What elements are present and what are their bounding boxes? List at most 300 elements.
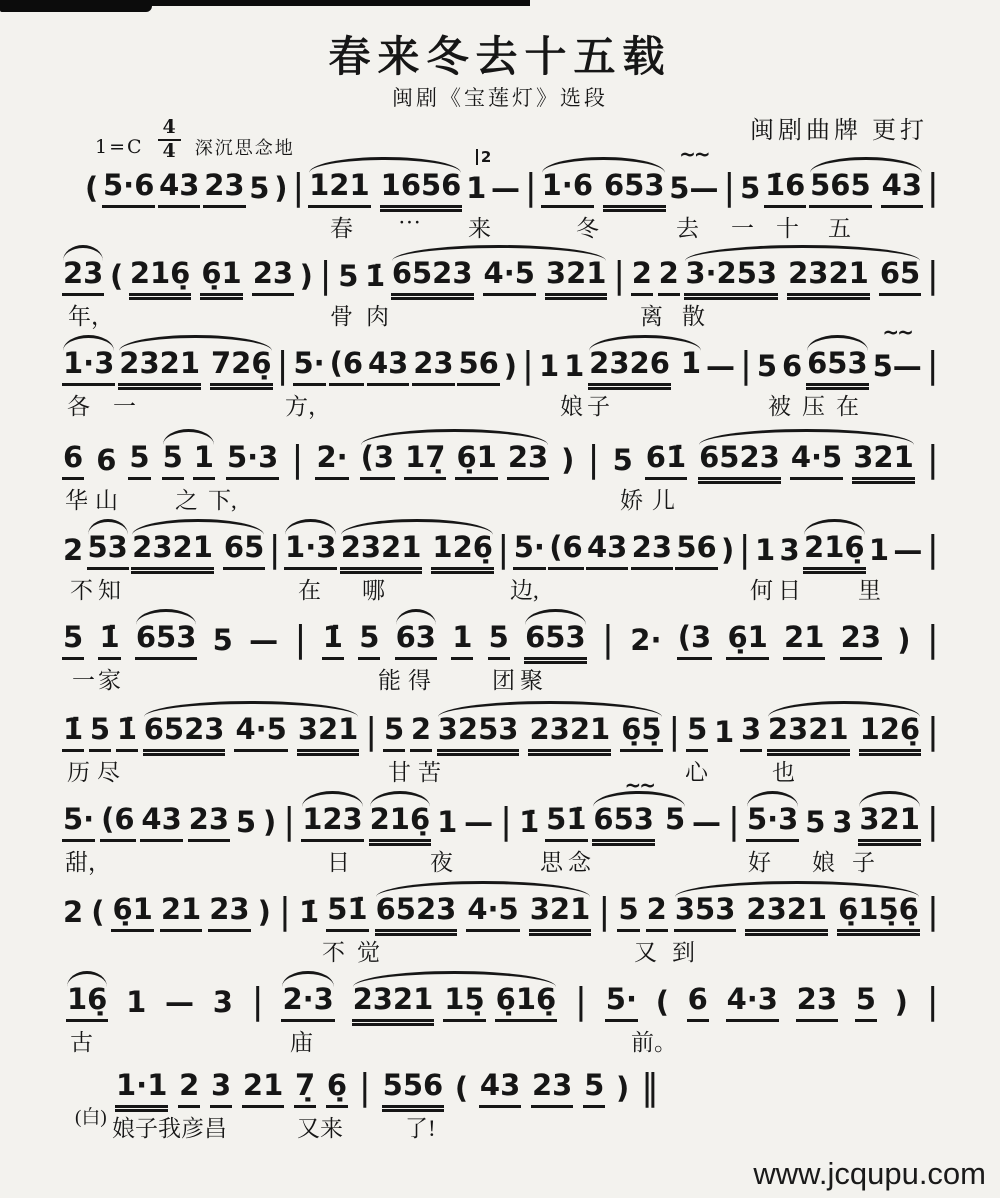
note-group bbox=[675, 529, 717, 570]
note-group bbox=[588, 345, 702, 386]
note-group bbox=[98, 619, 120, 660]
score-system bbox=[0, 256, 1000, 344]
note-chunk: 5· bbox=[293, 348, 326, 386]
notation-row bbox=[62, 530, 940, 570]
lyric-syllable: 苦 bbox=[418, 760, 441, 785]
lyric-syllable: 聚 bbox=[520, 668, 543, 693]
notation-row bbox=[115, 1068, 660, 1108]
note-chunk: 1̇ bbox=[98, 622, 120, 660]
barline bbox=[574, 982, 588, 1022]
note-chunk: 51̇ bbox=[545, 804, 587, 842]
note-chunk: (3 bbox=[677, 622, 712, 660]
note-chunk: | bbox=[926, 345, 939, 386]
note-chunk: ) bbox=[561, 442, 575, 477]
note-chunk: 5 bbox=[612, 442, 633, 477]
note-chunk: 6̣1 bbox=[111, 894, 153, 932]
note-group bbox=[754, 532, 776, 570]
note-chunk: 2321 bbox=[118, 348, 201, 386]
note-chunk: 6̣1 bbox=[455, 442, 497, 480]
lyric-syllable: 甘 bbox=[388, 760, 411, 785]
note-chunk: | bbox=[365, 711, 378, 752]
note-chunk: 5 bbox=[855, 984, 877, 1022]
score-system bbox=[0, 346, 1000, 434]
note-group bbox=[894, 984, 909, 1022]
note-group bbox=[358, 619, 380, 660]
note-chunk: 2321 bbox=[340, 532, 423, 570]
note-chunk: | bbox=[276, 345, 289, 386]
lyric-syllable: 里 bbox=[858, 578, 881, 603]
lyric-syllable: 不 bbox=[322, 940, 345, 965]
note-chunk: (6 bbox=[329, 348, 364, 386]
note-chunk: 2· bbox=[630, 622, 662, 657]
note-chunk: | bbox=[598, 891, 611, 932]
note-group bbox=[779, 532, 801, 570]
note-chunk: 5 bbox=[756, 348, 778, 383]
note-chunk: 3 bbox=[832, 804, 853, 839]
note-chunk: 216̣ bbox=[803, 532, 866, 570]
note-chunk: — bbox=[464, 804, 494, 839]
note-chunk: ( bbox=[109, 258, 124, 293]
lyric-syllable: 到 bbox=[672, 940, 695, 965]
barline bbox=[727, 802, 741, 842]
note-chunk: 726̣ bbox=[210, 348, 273, 386]
barline bbox=[364, 712, 378, 752]
barline bbox=[293, 620, 307, 660]
lyric-syllable: 边, bbox=[510, 578, 539, 603]
note-chunk: | bbox=[668, 711, 681, 752]
note-chunk: — bbox=[249, 622, 279, 657]
note-chunk: 1 bbox=[466, 170, 487, 205]
lyric-syllable: 子 bbox=[587, 394, 610, 419]
note-chunk: | bbox=[926, 801, 939, 842]
notation-row bbox=[62, 440, 940, 480]
note-chunk: 126̣ bbox=[859, 714, 922, 752]
note-chunk: 321 bbox=[529, 894, 592, 932]
note-group bbox=[369, 801, 432, 842]
note-chunk: | bbox=[926, 619, 939, 660]
note-group bbox=[479, 1067, 521, 1108]
note-chunk: — bbox=[705, 348, 735, 383]
note-chunk: | bbox=[283, 801, 296, 842]
lyric-syllable: 思 bbox=[540, 850, 563, 875]
note-group bbox=[226, 439, 279, 480]
note-chunk: 321 bbox=[545, 258, 608, 296]
note-chunk: 1·3 bbox=[284, 532, 337, 570]
time-signature-numerator: 4 bbox=[158, 118, 181, 141]
note-group bbox=[617, 891, 639, 932]
lyric-syllable: 娘 bbox=[812, 850, 835, 875]
note-group bbox=[457, 345, 499, 386]
note-chunk: | bbox=[294, 619, 307, 660]
note-group bbox=[301, 801, 364, 842]
note-chunk: 1·1 bbox=[115, 1070, 168, 1108]
note-chunk: 6 bbox=[687, 984, 709, 1022]
note-chunk: 1̇ bbox=[322, 622, 344, 660]
note-group bbox=[541, 167, 666, 208]
barline bbox=[586, 440, 600, 480]
note-chunk: 5 bbox=[488, 622, 510, 660]
note-chunk: 5 bbox=[686, 714, 708, 752]
page-title: 春来冬去十五载 bbox=[328, 35, 672, 81]
note-group bbox=[248, 622, 279, 660]
note-group bbox=[294, 1067, 316, 1108]
note-group bbox=[284, 529, 337, 570]
notation-row bbox=[66, 982, 940, 1022]
lyric-syllable: 十 bbox=[776, 216, 799, 241]
lyric-syllable: 日 bbox=[778, 578, 801, 603]
score-system bbox=[0, 440, 1000, 528]
tempo-mood-label: 深沉思念地 bbox=[194, 137, 295, 158]
score-system bbox=[0, 712, 1000, 800]
note-group bbox=[383, 711, 405, 752]
note-chunk: 6 bbox=[782, 348, 803, 383]
note-chunk: 2 bbox=[658, 258, 680, 296]
notation-row bbox=[62, 346, 940, 386]
note-chunk: | bbox=[278, 891, 292, 932]
note-chunk: 5· bbox=[605, 984, 638, 1022]
note-group bbox=[488, 619, 510, 660]
note-chunk: 1 bbox=[714, 714, 735, 749]
note-group bbox=[248, 170, 270, 208]
barline bbox=[926, 530, 940, 570]
note-group bbox=[62, 801, 95, 842]
note-chunk: | bbox=[613, 255, 626, 296]
note-group bbox=[367, 345, 409, 386]
note-chunk: 123 bbox=[301, 804, 364, 842]
note-group bbox=[545, 801, 587, 842]
composer-credit: 闽剧曲牌 更打 bbox=[750, 118, 928, 144]
note-chunk: 3 bbox=[740, 714, 762, 752]
note-group bbox=[454, 1070, 469, 1108]
key-signature bbox=[95, 118, 295, 162]
barline bbox=[926, 440, 940, 480]
note-chunk: | bbox=[521, 345, 535, 386]
lyric-row bbox=[0, 572, 1000, 604]
note-group bbox=[412, 345, 454, 386]
lyric-syllable: 一 bbox=[72, 668, 95, 693]
note-group bbox=[796, 981, 838, 1022]
score-system bbox=[0, 530, 1000, 618]
note-chunk: | bbox=[723, 167, 736, 208]
barline bbox=[597, 892, 611, 932]
note-group bbox=[262, 804, 277, 842]
note-group bbox=[208, 891, 250, 932]
note-chunk: 6 bbox=[96, 442, 117, 477]
note-chunk: 1̇ bbox=[62, 714, 84, 752]
barline bbox=[926, 256, 940, 296]
note-chunk: 61̇ bbox=[645, 442, 687, 480]
lyric-row bbox=[0, 662, 1000, 694]
note-chunk: | bbox=[500, 801, 513, 842]
lyric-row bbox=[0, 210, 1000, 242]
note-chunk: 5 bbox=[212, 622, 233, 657]
lyric-syllable: 儿 bbox=[652, 488, 675, 513]
lyric-syllable: 娘子我彦昌 bbox=[112, 1116, 227, 1141]
barline bbox=[926, 620, 940, 660]
note-chunk: ) bbox=[274, 170, 288, 205]
note-group bbox=[62, 711, 84, 752]
lyric-row bbox=[0, 298, 1000, 330]
barline bbox=[738, 530, 752, 570]
barline bbox=[926, 892, 940, 932]
lyric-syllable: 又 bbox=[634, 940, 657, 965]
note-group bbox=[329, 345, 364, 386]
note-group bbox=[115, 1067, 168, 1108]
note-chunk: | bbox=[926, 255, 939, 296]
lyric-syllable: 娇 bbox=[620, 488, 643, 513]
lyric-row bbox=[0, 1107, 1000, 1142]
barline bbox=[722, 168, 736, 208]
lyric-syllable: 一 bbox=[113, 394, 136, 419]
note-chunk: 3·253 bbox=[684, 258, 778, 296]
note-chunk: ( bbox=[85, 170, 99, 205]
note-chunk: 2 bbox=[178, 1070, 200, 1108]
note-chunk: 5 bbox=[128, 442, 150, 480]
note-chunk: 65 bbox=[879, 258, 921, 296]
note-chunk: 2 bbox=[631, 258, 653, 296]
note-group bbox=[273, 170, 288, 208]
note-chunk: | bbox=[251, 981, 264, 1022]
notation-row bbox=[62, 256, 940, 296]
lyric-syllable: 能 bbox=[378, 668, 401, 693]
note-chunk: | bbox=[926, 529, 939, 570]
note-chunk: 653 bbox=[806, 348, 869, 386]
note-group bbox=[337, 258, 359, 296]
note-chunk: 23 bbox=[631, 532, 673, 570]
note-group bbox=[698, 439, 915, 480]
lyric-syllable: 家 bbox=[98, 668, 121, 693]
note-group bbox=[62, 894, 84, 932]
lyric-syllable: 日 bbox=[327, 850, 350, 875]
note-group bbox=[668, 170, 719, 208]
note-chunk: 4·5 bbox=[466, 894, 519, 932]
note-chunk: 23 bbox=[412, 348, 454, 386]
note-group bbox=[831, 804, 853, 842]
note-group bbox=[158, 167, 200, 208]
note-chunk: 65 bbox=[223, 532, 265, 570]
note-group bbox=[102, 167, 155, 208]
lyric-syllable: 肉 bbox=[366, 304, 389, 329]
note-group bbox=[375, 891, 592, 932]
note-chunk: 23 bbox=[531, 1070, 573, 1108]
barline bbox=[278, 892, 292, 932]
note-group bbox=[352, 981, 558, 1022]
note-group bbox=[382, 1067, 445, 1108]
note-chunk: 1̇ bbox=[365, 258, 386, 293]
note-group bbox=[726, 619, 768, 660]
note-chunk: — bbox=[491, 170, 521, 205]
note-group bbox=[868, 532, 890, 570]
note-chunk: ‖ bbox=[640, 1067, 659, 1108]
note-chunk: 56 bbox=[457, 348, 499, 386]
note-chunk: 6523 bbox=[698, 442, 781, 480]
note-chunk: 5 bbox=[89, 714, 111, 752]
note-group bbox=[840, 619, 882, 660]
note-chunk: 1̇ bbox=[519, 804, 540, 839]
score-system bbox=[0, 1068, 1000, 1156]
note-group bbox=[410, 711, 432, 752]
lyric-syllable: 觉 bbox=[357, 940, 380, 965]
lyric-syllable: 古 bbox=[70, 1030, 93, 1055]
note-group bbox=[87, 529, 129, 570]
lyric-syllable: 在 bbox=[298, 578, 321, 603]
note-chunk: ) bbox=[299, 258, 313, 293]
note-chunk: | bbox=[268, 529, 281, 570]
score-system bbox=[0, 620, 1000, 708]
note-chunk: 23 bbox=[507, 442, 549, 480]
notation-row bbox=[62, 802, 940, 842]
note-chunk: 21 bbox=[242, 1070, 284, 1108]
note-group bbox=[538, 348, 560, 386]
lyric-syllable: 好 bbox=[748, 850, 771, 875]
note-chunk: 5— bbox=[872, 348, 922, 383]
note-chunk: 5 bbox=[805, 804, 826, 839]
scan-artifact bbox=[0, 0, 152, 12]
lyric-syllable: 夜 bbox=[430, 850, 453, 875]
barline bbox=[275, 346, 289, 386]
note-group bbox=[783, 619, 825, 660]
note-group bbox=[436, 804, 458, 842]
note-chunk: | bbox=[727, 801, 741, 842]
note-chunk: 23 bbox=[188, 804, 230, 842]
note-group bbox=[615, 1070, 630, 1108]
note-chunk: 1 bbox=[126, 984, 147, 1019]
note-group bbox=[308, 167, 462, 208]
lyric-syllable: 又来 bbox=[297, 1116, 343, 1141]
note-chunk: 1 bbox=[538, 348, 560, 383]
note-group bbox=[360, 439, 550, 480]
note-chunk: 5 bbox=[338, 258, 359, 293]
lyric-syllable: 压 bbox=[802, 394, 825, 419]
note-chunk: 6̣1 bbox=[200, 258, 242, 296]
note-chunk: 5 bbox=[617, 894, 639, 932]
barline bbox=[926, 982, 940, 1022]
lyric-syllable: 也 bbox=[772, 760, 795, 785]
note-group bbox=[143, 711, 360, 752]
note-group bbox=[315, 439, 348, 480]
note-chunk: 4·5 bbox=[790, 442, 843, 480]
lyric-syllable: 离 bbox=[640, 304, 663, 329]
note-group bbox=[892, 532, 923, 570]
note-chunk: 2326 bbox=[588, 348, 671, 386]
note-chunk: 5 bbox=[358, 622, 380, 660]
note-chunk: | bbox=[926, 439, 939, 480]
barline bbox=[251, 982, 265, 1022]
note-group bbox=[188, 801, 230, 842]
note-chunk: | bbox=[291, 439, 304, 480]
note-chunk: 6523 bbox=[375, 894, 458, 932]
lyric-syllable: 念 bbox=[568, 850, 591, 875]
note-group bbox=[726, 981, 779, 1022]
lyric-syllable: 被 bbox=[768, 394, 791, 419]
note-chunk: 23 bbox=[252, 258, 294, 296]
note-group bbox=[803, 529, 866, 570]
lyric-syllable: 历 bbox=[67, 760, 90, 785]
note-chunk: 321 bbox=[858, 804, 921, 842]
note-group bbox=[605, 981, 638, 1022]
barline bbox=[926, 168, 940, 208]
note-chunk: 3 bbox=[779, 532, 800, 567]
note-chunk: 2321 bbox=[528, 714, 611, 752]
note-group bbox=[210, 1067, 232, 1108]
key-label: 1=C bbox=[95, 135, 144, 158]
note-group bbox=[764, 167, 806, 208]
note-group bbox=[629, 622, 662, 660]
note-chunk: 1 bbox=[755, 532, 776, 567]
note-chunk: 1·3 bbox=[62, 348, 115, 386]
barline bbox=[282, 802, 296, 842]
note-chunk: 2· bbox=[315, 442, 348, 480]
note-group bbox=[242, 1067, 284, 1108]
note-group bbox=[631, 255, 653, 296]
barline bbox=[612, 256, 626, 296]
note-chunk: ) bbox=[263, 804, 277, 839]
scan-artifact bbox=[148, 0, 530, 6]
note-chunk: 6̣16̣ bbox=[495, 984, 558, 1022]
note-group bbox=[684, 255, 921, 296]
time-signature-denominator: 4 bbox=[162, 139, 176, 162]
note-chunk: 2 bbox=[63, 532, 84, 567]
note-chunk: 5· bbox=[62, 804, 95, 842]
note-group bbox=[125, 984, 147, 1022]
lyric-syllable: 庙 bbox=[290, 1030, 313, 1055]
note-chunk: ) bbox=[503, 348, 518, 383]
note-chunk: 15̣ bbox=[443, 984, 485, 1022]
lyric-syllable: 甜， bbox=[65, 850, 111, 875]
barline bbox=[926, 346, 940, 386]
note-group bbox=[645, 439, 687, 480]
barline bbox=[667, 712, 681, 752]
lyric-syllable: 之 bbox=[175, 488, 198, 513]
lyric-row bbox=[0, 482, 1000, 514]
note-chunk: 7̣ bbox=[294, 1070, 316, 1108]
lyric-syllable: 一 bbox=[731, 216, 754, 241]
note-chunk: 653 bbox=[603, 170, 666, 208]
barline bbox=[926, 802, 940, 842]
ending-number: 2 bbox=[476, 149, 491, 166]
note-group bbox=[524, 619, 587, 660]
note-group bbox=[586, 529, 628, 570]
barline bbox=[499, 802, 513, 842]
note-group bbox=[781, 348, 803, 386]
note-group bbox=[490, 170, 521, 208]
note-group bbox=[531, 1067, 573, 1108]
note-chunk: 23 bbox=[62, 258, 104, 296]
note-chunk: 3 bbox=[212, 984, 233, 1019]
note-chunk: 126̣ bbox=[431, 532, 494, 570]
lyric-syllable: 哪 bbox=[362, 578, 385, 603]
barline bbox=[319, 256, 333, 296]
note-group bbox=[326, 891, 368, 932]
note-chunk: ( bbox=[454, 1070, 469, 1105]
note-chunk: 1 bbox=[193, 442, 215, 480]
lyric-syllable: 在 bbox=[836, 394, 859, 419]
lyric-syllable: ··· bbox=[398, 210, 421, 235]
note-chunk: — bbox=[692, 804, 722, 839]
note-chunk: 5— bbox=[669, 170, 719, 205]
note-chunk: 5 bbox=[249, 170, 270, 205]
note-chunk: 5 bbox=[383, 714, 405, 752]
note-chunk: 16̣ bbox=[66, 984, 108, 1022]
lyric-row bbox=[0, 934, 1000, 966]
note-group bbox=[293, 345, 326, 386]
note-chunk: 5 bbox=[162, 442, 184, 480]
note-group bbox=[212, 622, 234, 660]
note-group bbox=[560, 442, 575, 480]
lyric-syllable: 骨 bbox=[330, 304, 353, 329]
note-group bbox=[809, 167, 923, 208]
note-chunk: 1 bbox=[564, 348, 585, 383]
